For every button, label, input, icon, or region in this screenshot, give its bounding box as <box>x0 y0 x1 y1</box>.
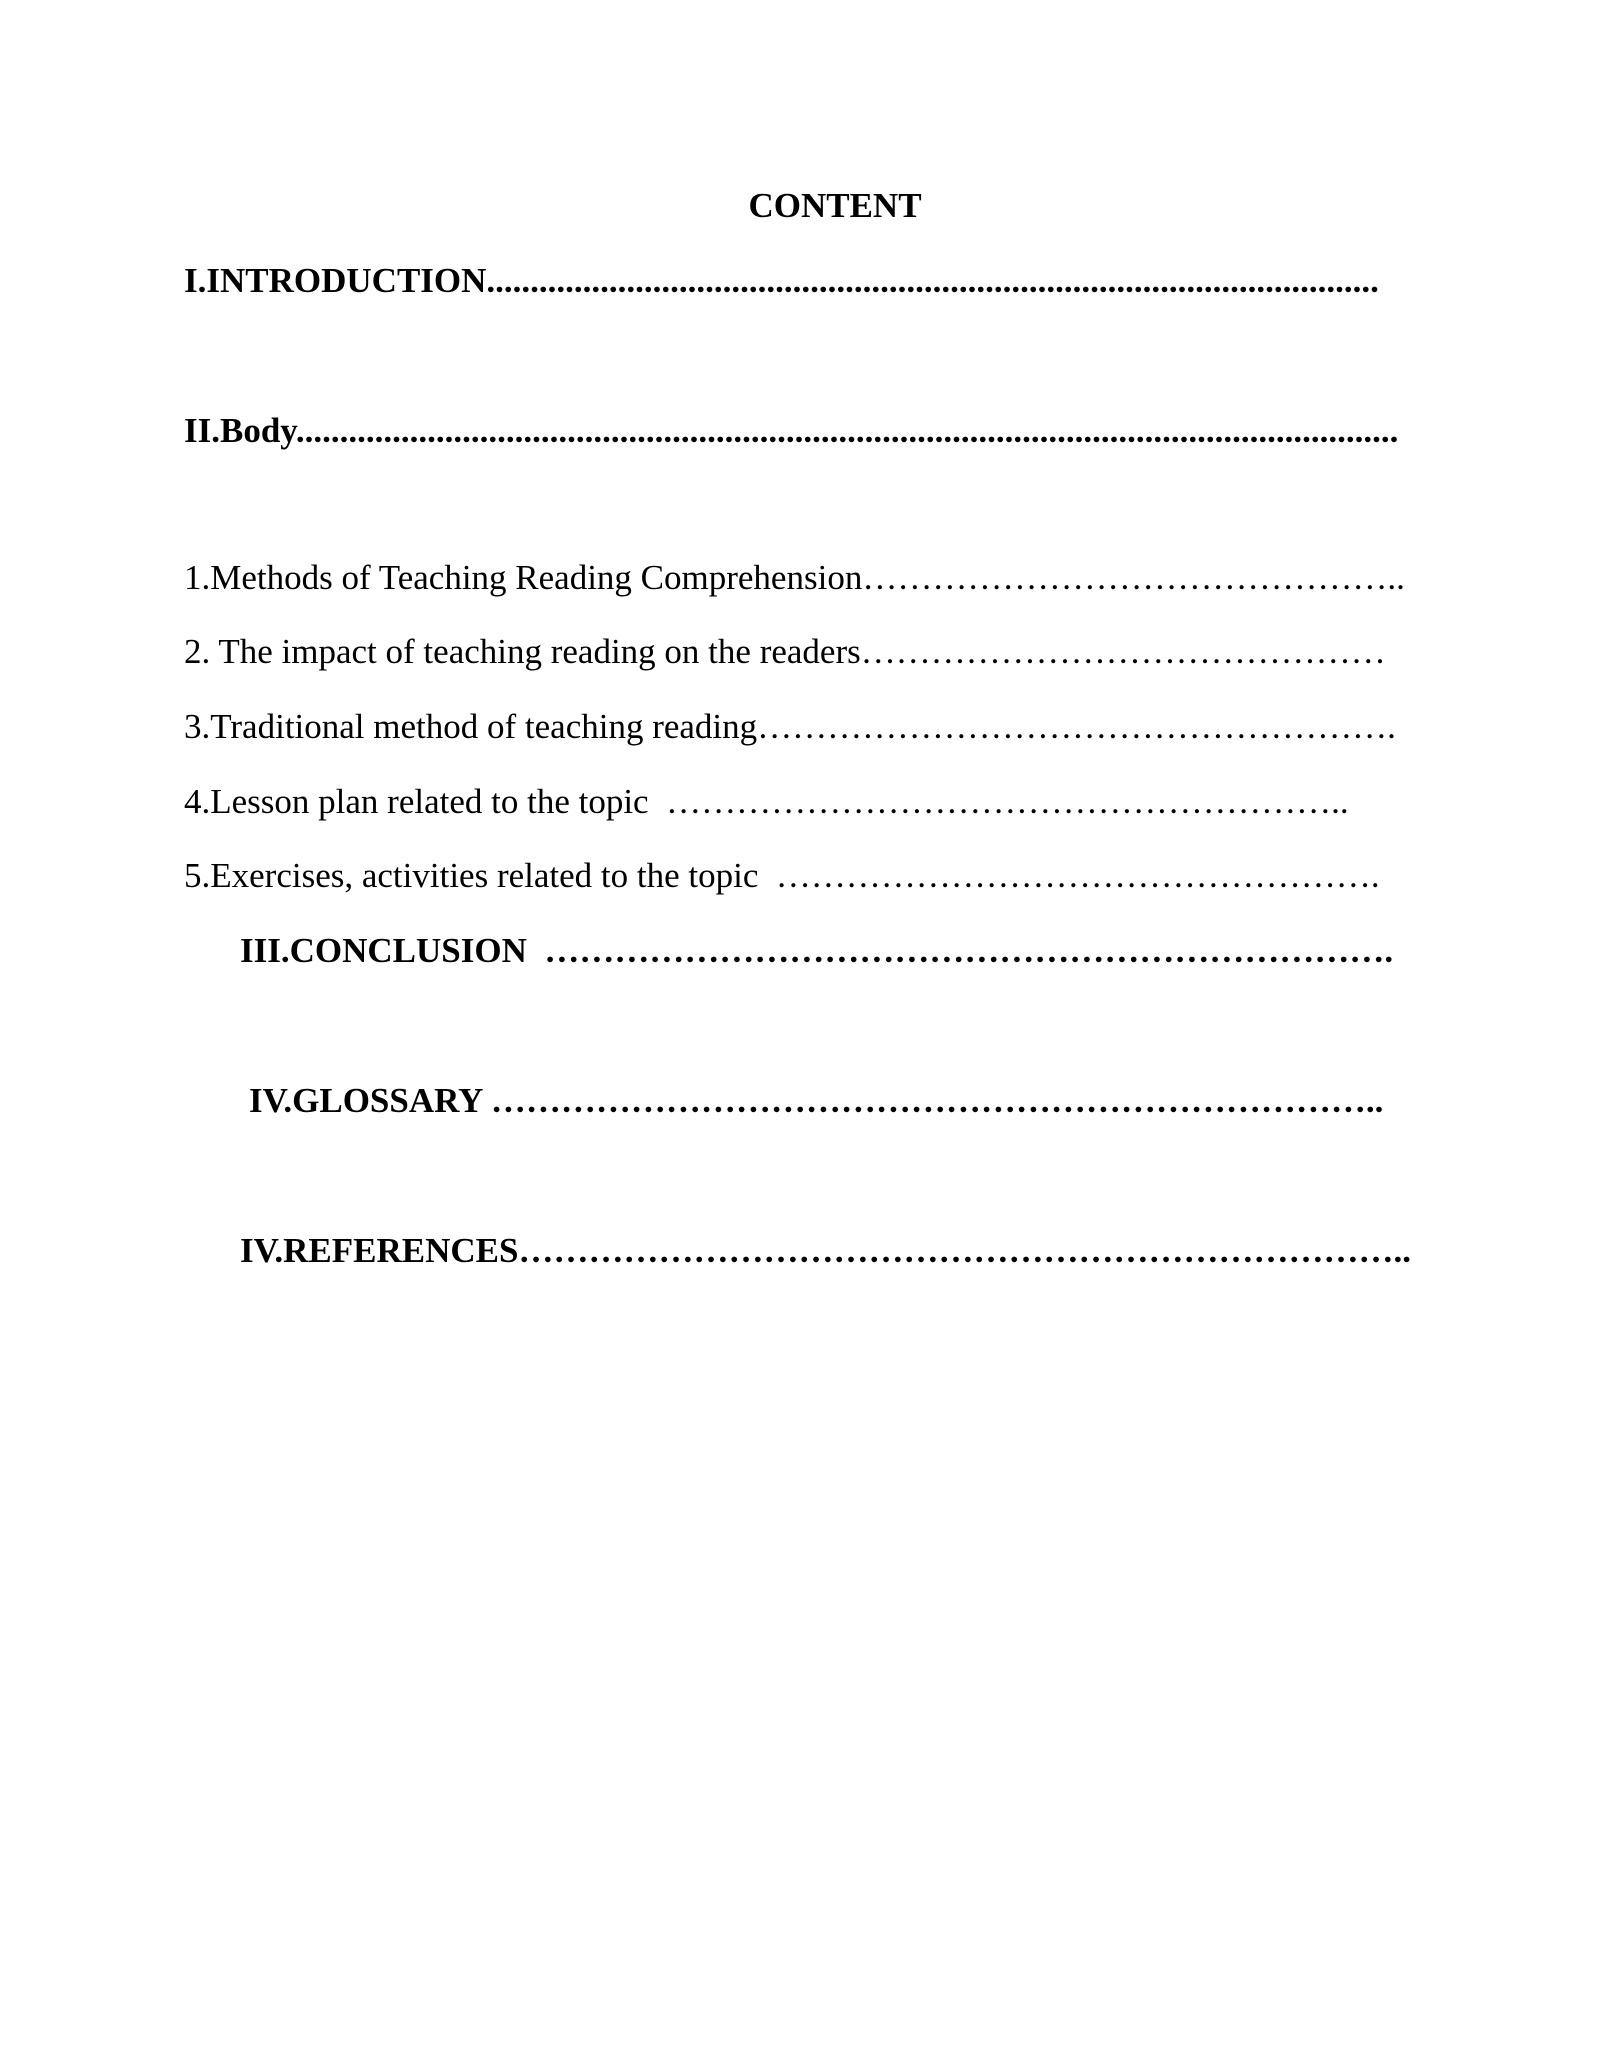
toc-entry-lesson-plan: 4.Lesson plan related to the topic ………………………………………………….. <box>184 782 1349 821</box>
toc-entry-exercises: 5.Exercises, activities related to the topic ……………………………………………. <box>184 856 1380 895</box>
toc-entry-references: IV.REFERENCES………………………………………………………………….. <box>240 1231 1411 1270</box>
toc-entry-impact: 2. The impact of teaching reading on the readers……………………………………… <box>184 632 1386 671</box>
toc-entry-traditional-method: 3.Traditional method of teaching reading………………………………………………. <box>184 707 1414 746</box>
page-title: CONTENT <box>748 186 922 225</box>
toc-entry-methods: 1.Methods of Teaching Reading Comprehension……………………………………….. <box>184 558 1405 597</box>
toc-entry-introduction: I.INTRODUCTION...................................................................................................... <box>184 261 1379 300</box>
toc-entry-glossary: IV.GLOSSARY ………………………………………………………………….. <box>249 1081 1384 1120</box>
toc-entry-conclusion: III.CONCLUSION ………………………………………………………………. <box>240 931 1394 970</box>
toc-entry-body: II.Body.............................................................................................................................. <box>184 411 1399 450</box>
